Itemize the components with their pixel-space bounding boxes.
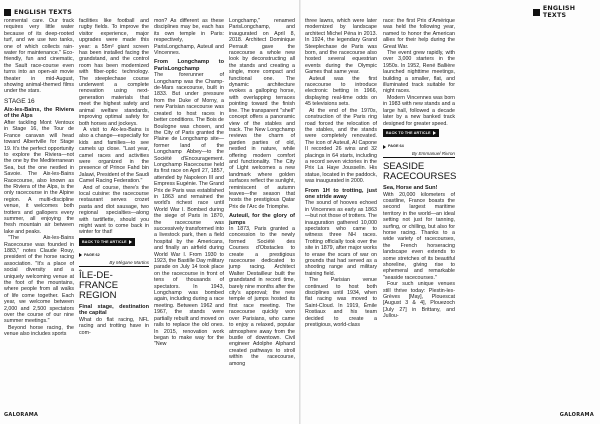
section-title-line: REGION: [79, 290, 117, 302]
sub-heading: Sea, Horse and Sun!: [383, 185, 438, 192]
paragraph: With 20,000 kilometers of coastline, France boasts the second largest maritime territory in the world—an ideal setting not just for tanning, surfing, or chilling, but also for horse racing. Thanks to a wide variety of racecourses, the French horseracing landscape even extends to some stretches of its beautiful shoreline, giving rise to ephemeral and remarkable "seaside racecourses.": [383, 191, 455, 281]
back-to-article-button[interactable]: [79, 238, 135, 246]
right-page: [301, 0, 600, 424]
header-title: ENGLISH TEXTS: [542, 5, 576, 19]
back-to-article-button[interactable]: [383, 129, 439, 137]
column-2: [383, 18, 455, 320]
stage-title: STAGE 16: [4, 97, 35, 105]
header-title: ENGLISH TEXTS: [14, 8, 72, 16]
stage-heading: Aix-les-Bains, the Riviera of the Alps: [4, 106, 74, 120]
footer-logo: GALORAMA: [4, 412, 39, 418]
column-1: [4, 18, 74, 338]
paragraph: What do flat racing, NFL racing and trotting have in com-: [79, 316, 149, 336]
paragraph: three lawns, which were later modernized by landscape architect Michel Péna in 2013. In 1924, the legendary Grand Steeplechase de Paris was born, and the racecourse also hosted several equestrian events during the Olympic Games that same year.: [305, 18, 377, 76]
play-arrow-icon: [129, 240, 132, 244]
page-header: [4, 6, 72, 18]
section-title-line: RACECOURSES: [383, 171, 457, 183]
column-2: [79, 18, 149, 336]
page-header: [533, 6, 600, 18]
paragraph: The Parisian venue continued to host both disciplines until 1934, when flat racing was moved to Saint-Cloud. In 1919, Émile Rostiaux and his team decided to create a prestigious, world-class: [305, 277, 377, 329]
play-arrow-icon: [383, 145, 386, 149]
sub-heading: From 1H to trotting, just one stride away: [305, 187, 377, 200]
byline: By Emmanuel Rivron: [411, 150, 455, 156]
paragraph: Modern Vincennes was born in 1983 with new stands and a large hall, followed a decade later by a new banked track designed for greater speed.: [383, 94, 455, 127]
section-rule: [79, 266, 149, 267]
paragraph: The forerunner of Longchamp was the Champ-de-Mars racecourse, built in 1833. But under pressure from the Duke of Morny, a new Parisian racecourse was created to host races in better conditions. The Bois de Boulogne was chosen, and the City of Paris granted the Plaine de Longchamp site—former land of the Longchamp Abbey—to the Société d'Encouragement. Longchamp Racecourse held its first race on April 27, 1857, attended by Napoleon III and Empress Eugénie. The Grand Prix de Paris was established in 1863 and remained the world's richest race until World War I. Bombed during the siege of Paris in 1870, the racecourse was successively transformed into a livestock park, then a field hospital by the Americans, and finally an airfield during World War I. From 1930 to 1923, the Bastille Day military parade on July 14 took place on the racecourse in front of tens of thousands of spectators. In 1943, Longchamp was bombed again, including during a race meeting. Between 1962 and 1967, the stands were partially rebuilt and moved on rails to replace the old ones. In 2015, renovation work began to make way for the "New: [154, 72, 224, 348]
page-reference-label: PAGE 62: [84, 253, 100, 258]
left-page: [0, 0, 299, 424]
back-button-label: BACK TO THE ARTICLE: [386, 130, 431, 135]
paragraph: race: the first Prix d'Amérique was held the following year, named to honor the American allies for their help during the Great War.: [383, 18, 455, 50]
paragraph: And of course, there's the local cuisine: the racecourse restaurant serves crozet pasta and diot sausage, two regional specialties—along with tartiflette, should you might want to come back in winter for that!: [79, 184, 149, 236]
section-title: [79, 271, 149, 301]
byline: By Mégane Martins: [109, 259, 149, 265]
column-3: [154, 18, 224, 348]
sub-heading: Auteuil, for the glory of jumps: [229, 213, 295, 226]
play-arrow-icon: [433, 131, 436, 135]
paragraph: The sound of hooves echoed in Vincennes as early as 1863—but not those of trotters. The inauguration gathered 10,000 spectators who came to witness three NH races. Trotting officially took over the site in 1879, after major works to erase the scars of war on grounds that had served as a shooting range and military training field.: [305, 200, 377, 277]
back-button-label: BACK TO THE ARTICLE: [82, 239, 127, 244]
paragraph: Longchamp," renamed ParisLongchamp, and inaugurated on April 8, 2018. Architect Dominique Perrault gave the racecourse a whole new look by deconstructing all the stands and creating a single, more compact and functional one. The dynamic architecture evokes a galloping horse, with overlapping terraces pointing toward the finish line. The transparent "shell" concept offers a panoramic view of the stables and track. The New Longchamp reviews the charm of garden parties of old, nestled in nature, while offering modern comfort and functionality. The City of Light welcomes a new landmark where golden surfaces reflect the sunlight, reminiscent of autumn leaves—the season that hosts the prestigious Qatar Prix de l'Arc de Triomphe.: [229, 18, 295, 210]
paragraph: mon? As different as these disciplines may be, each has its own temple in Paris: respectively, ParisLongchamp, Auteuil and Vincennes.: [154, 18, 224, 57]
paragraph: In 1873, Paris granted a concession to the newly formed Société des Courses d'Obstacles to create a prestigious racecourse dedicated to jump racing. Architect Walter Destailleur built the grandstand in record time, barely nine months after the city's approval; the new temple of jumps hosted its first race meeting. The racecourse quickly won over Parisians, who came to enjoy a relaxed, popular atmosphere away from the bustle of downtown. Civil engineer Adolphe Alphand created pathways to stroll within the racecourse, among: [229, 226, 295, 367]
section-title: [383, 162, 455, 182]
paragraph: Beyond horse racing, the venue also includes sports: [4, 324, 74, 338]
column-4: [229, 18, 295, 367]
page-reference[interactable]: [383, 143, 455, 149]
section-title-line: SEASIDE: [383, 161, 425, 173]
paragraph: The event grew rapidly, with over 3,000 starters in the 1950s. In 1952, René Ballière launched nighttime meetings, building a smaller, flat, and illuminated track suitable for night races.: [383, 50, 455, 95]
paragraph: After tackling Mont Ventoux in Stage 16, the Tour de France caravan will head toward Albertville for Stage 19. It's the perfect opportunity to explore the Riviera—not the one by the Mediterranean Sea, but the one nestled in Savoie. The Aix-les-Bains Racecourse, also known as the Riviera of the Alps, is the only racecourse in the Alpine region. A multi-discipline venue, it welcomes both trotters and gallopers every summer, all enjoying the fresh mountain air between lake and peaks.: [4, 119, 74, 235]
footer-logo: GALORAMA: [559, 412, 594, 418]
section-title-line: ÎLE-DE-FRANCE: [79, 270, 119, 292]
page-reference[interactable]: [79, 252, 149, 258]
paragraph: facilities like football and rugby fields. To improve the visitor experience, major upgrades were made this year: a 55m² giant screen has been installed facing the grandstand, and the control room has been modernized with fiber-optic technology. The steeplechase course underwent a complete renovation using next-generation materials that meet the highest safety and animal welfare standards, improving optimal safety for both horses and jockeys.: [79, 18, 149, 127]
header-square-icon: [533, 9, 540, 16]
paragraph: ronmental care. Our track requires very little water because of its deep-rooted turf, and we use two tanks, one of which collects rain-water for maintenance." Eco-friendly, fun and cinematic, the Sault race-course even turns into an open-air movie theater in mid-August, showing animal-themed films under the stars.: [4, 18, 74, 95]
column-1: [305, 18, 377, 329]
paragraph: At the end of the 1970s, construction of the Paris ring road forced the relocation of the stables, and the stands were completely renovated. The icon of Auteuil, Al Capone II recorded 26 wins and 32 placings in 64 starts, including a record seven victories in the Prix La Haye Jousselin. His statue, located in the paddock, was inaugurated in 2000.: [305, 107, 377, 185]
paragraph: A visit to Aix-les-Bains is also a change—especially for kids and families—to see camels up close. "Last year, camel races and activities were organized in the presence of Prince Fahd bin Jalawi, President of the Saudi Camel Racing Federation.": [79, 126, 149, 185]
paragraph: "The Aix-les-Bains Racecourse was founded in 1883," notes Claude Rouy, president of the horse racing association. "It's a place of social diversity and a uniquely welcoming venue at the foot of the mountains, where people from all walks of life come together. Each year, we welcome between 2,000 and 2,500 spectators over the course of our nine summer meetings.": [4, 235, 74, 325]
sub-heading: Final stage, destination the capital: [79, 304, 149, 317]
page-reference-label: PAGE 64: [388, 144, 404, 149]
header-square-icon: [4, 9, 11, 16]
paragraph: Auteuil was the first racecourse to introduce electronic betting in 1966, displaying real-time odds on 45 televisions sets.: [305, 75, 377, 108]
section-rule: [383, 157, 455, 158]
paragraph: Four such unique venues still thrive today: Plestin-les-Grèves [May], Plouescat [August 3 & 4], Plouezoch [July 27] in Brittany, and Jullou-: [383, 281, 455, 320]
sub-heading: From Longchamp to ParisLongchamp: [154, 59, 224, 72]
play-arrow-icon: [79, 253, 82, 257]
